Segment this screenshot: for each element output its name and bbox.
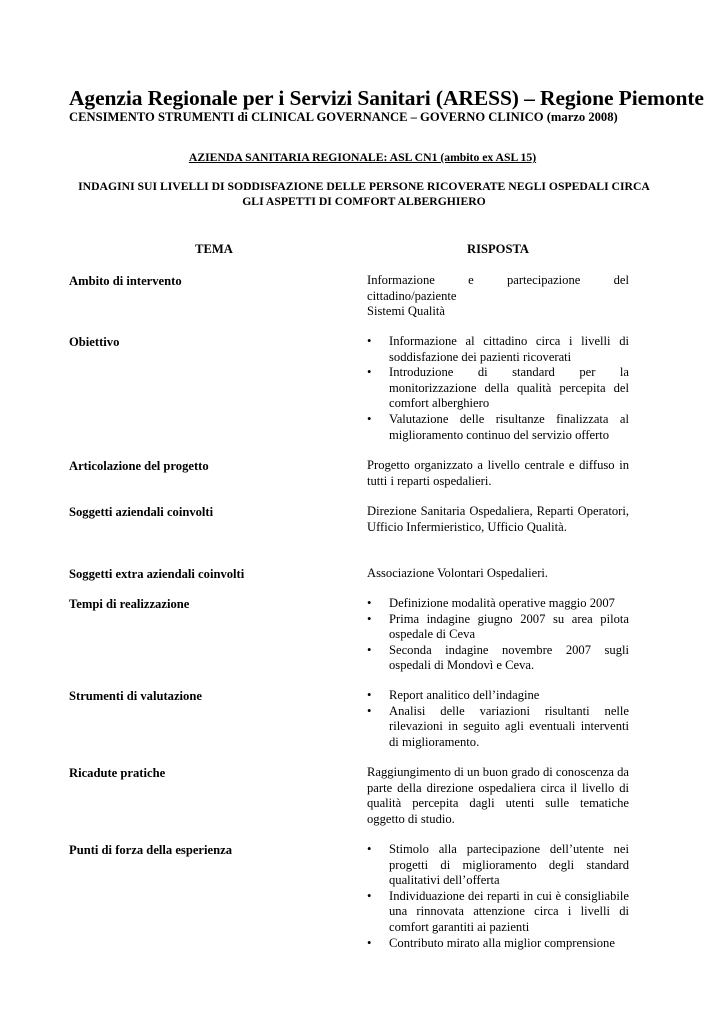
row-label-strumenti: Strumenti di valutazione — [69, 689, 202, 703]
column-header-risposta: RISPOSTA — [466, 242, 530, 256]
document-subtitle: CENSIMENTO STRUMENTI di CLINICAL GOVERNANCE – GOVERNO CLINICO (marzo 2008) — [69, 110, 618, 124]
row-label-obiettivo: Obiettivo — [69, 335, 120, 349]
bullet-item: • Valutazione delle risultanze finalizzata al miglioramento continuo del servizio offerto — [367, 412, 629, 443]
bullet-item: • Stimolo alla partecipazione dell’utente nei progetti di miglioramento degli standard qualitativi dell’offerta — [367, 842, 629, 889]
bullet-item: • Definizione modalità operative maggio 2007 — [367, 596, 629, 612]
bullet-item: • Report analitico dell’indagine — [367, 688, 629, 704]
row-answer-soggetti-extra: Associazione Volontari Ospedalieri. — [367, 566, 549, 580]
bullet-list — [367, 596, 629, 674]
row-label-soggetti-aziendali: Soggetti aziendali coinvolti — [69, 505, 214, 519]
row-answer-ambito — [367, 273, 629, 320]
row-answer-ricadute: Raggiungimento di un buon grado di conoscenza da parte della direzione ospedaliera circa il livello di qualità percepita dagli utenti sulle tematiche oggetto di studio. — [367, 765, 629, 826]
row-answer-obiettivo — [367, 334, 629, 443]
azienda-heading: AZIENDA SANITARIA REGIONALE: ASL CN1 (ambito ex ASL 15) — [188, 151, 537, 164]
row-answer-articolazione: Progetto organizzato a livello centrale e diffuso in tutti i reparti ospedalieri. — [367, 458, 629, 488]
row-label-soggetti-extra: Soggetti extra aziendali coinvolti — [69, 567, 245, 581]
document-title: Agenzia Regionale per i Servizi Sanitari (ARESS) – Regione Piemonte — [69, 86, 704, 110]
row-label-ricadute: Ricadute pratiche — [69, 766, 166, 780]
bullet-item: • Individuazione dei reparti in cui è consigliabile una rinnovata attenzione circa i livelli di comfort garantiti ai pazienti — [367, 889, 629, 936]
answer-line: Informazione e partecipazione del cittadino/paziente — [367, 273, 629, 303]
bullet-list — [367, 842, 629, 951]
bullet-item: • Informazione al cittadino circa i livelli di soddisfazione dei pazienti ricoverati — [367, 334, 629, 365]
bullet-item: • Analisi delle variazioni risultanti nelle rilevazioni in seguito agli eventuali interventi di miglioramento. — [367, 704, 629, 751]
row-label-tempi: Tempi di realizzazione — [69, 597, 190, 611]
bullet-list — [367, 688, 629, 750]
answer-line: Sistemi Qualità — [367, 304, 446, 319]
bullet-item: • Introduzione di standard per la monitorizzazione della qualità percepita del comfort alberghiero — [367, 365, 629, 412]
row-label-punti-di-forza: Punti di forza della esperienza — [69, 843, 232, 857]
row-answer-punti-di-forza — [367, 842, 629, 951]
row-answer-tempi — [367, 596, 629, 674]
bullet-item: • Prima indagine giugno 2007 su area pilota ospedale di Ceva — [367, 612, 629, 643]
column-header-tema: TEMA — [195, 242, 233, 256]
bullet-item: • Seconda indagine novembre 2007 sugli ospedali di Mondovì e Ceva. — [367, 643, 629, 674]
indagine-heading: INDAGINI SUI LIVELLI DI SODDISFAZIONE DELLE PERSONE RICOVERATE NEGLI OSPEDALI CIRCA GLI ASPETTI DI COMFORT ALBERGHIERO — [78, 180, 650, 208]
bullet-list — [367, 334, 629, 443]
row-label-articolazione: Articolazione del progetto — [69, 459, 209, 473]
bullet-item: • Contributo mirato alla miglior comprensione — [367, 936, 629, 952]
row-answer-strumenti — [367, 688, 629, 750]
row-label-ambito: Ambito di intervento — [69, 274, 182, 288]
row-answer-soggetti-aziendali: Direzione Sanitaria Ospedaliera, Reparti Operatori, Ufficio Infermieristico, Ufficio Qualità. — [367, 504, 629, 534]
